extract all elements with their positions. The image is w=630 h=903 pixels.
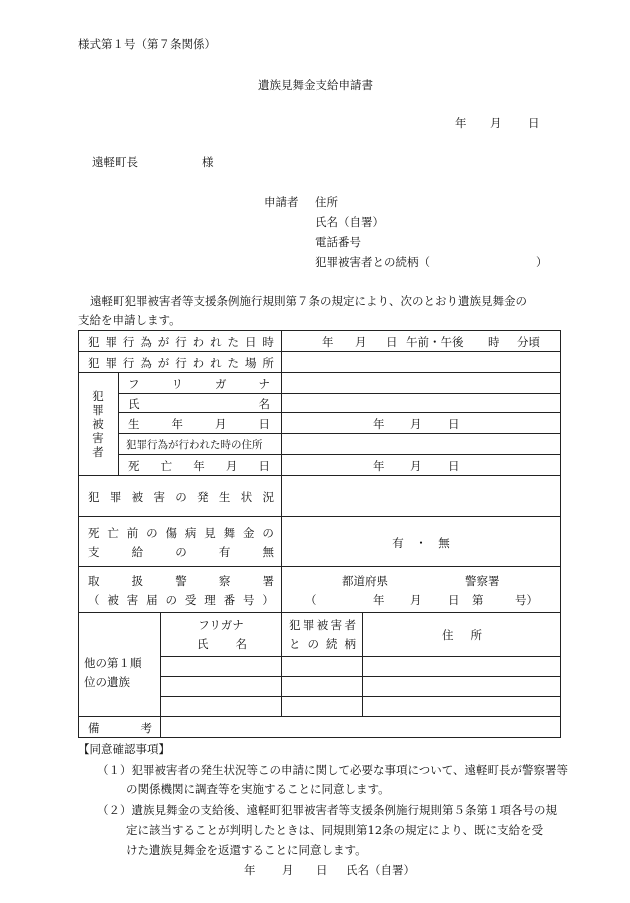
victim-birth-label: 生 年 月 日	[128, 417, 270, 431]
consent-item1-line2: の関係機関に調査等を実施することに同意します。	[126, 782, 390, 796]
sign-month: 月	[282, 863, 294, 877]
crime-place-label: 犯 罪 行 為 が 行 わ れ た 場 所	[88, 356, 274, 370]
sign-year: 年	[244, 863, 256, 877]
intro-line-2: 支給を申請します。	[78, 313, 181, 327]
victim-death-year: 年	[373, 459, 385, 473]
victim-death-day: 日	[448, 459, 460, 473]
date-day-label: 日	[528, 116, 540, 130]
consent-item1-line1: （１）犯罪被害者の発生状況等この申請に関して必要な事項について、遠軽町長が警察署等	[97, 763, 569, 777]
document-title: 遺族見舞金支給申請書	[258, 78, 373, 92]
date-year-label: 年	[455, 116, 467, 130]
remarks-label: 備 考	[88, 721, 152, 735]
police-year: 年	[373, 593, 385, 607]
form-number: 様式第１号（第７条関係）	[78, 37, 216, 51]
crime-datetime-day: 日	[386, 335, 398, 349]
police-month: 月	[410, 593, 422, 607]
police-number-prefix: 第	[472, 593, 484, 607]
police-prefecture: 都道府県	[342, 574, 388, 588]
family-relationship-header-line1: 犯 罪 被 害 者	[289, 618, 356, 632]
damage-report-number-label: （ 被 害 届 の 受 理 番 号 ）	[88, 593, 274, 607]
victim-furigana-label: フ リ ガ ナ	[128, 377, 270, 391]
date-month-label: 月	[490, 116, 502, 130]
crime-datetime-month: 月	[355, 335, 367, 349]
consent-item2-line3: けた遺族見舞金を返還することに同意します。	[126, 843, 367, 857]
family-label-line2: 位の遺族	[84, 675, 130, 689]
addressee-honorific: 様	[202, 155, 214, 169]
addressee-name: 遠軽町長	[92, 155, 138, 169]
consent-item2-line2: 定に該当することが判明したときは、同規則第12条の規定により、既に支給を受	[126, 823, 544, 837]
victim-birth-month: 月	[410, 417, 422, 431]
victim-name-label: 氏 名	[128, 397, 270, 411]
family-name-header: 氏 名	[197, 637, 247, 651]
injury-payment-label-line1: 死 亡 前 の 傷 病 見 舞 金 の	[88, 526, 274, 540]
family-relationship-header-line2: と の 続 柄	[289, 637, 356, 651]
police-number-suffix: 号）	[515, 593, 538, 607]
family-label-line1: 他の第１順	[84, 656, 142, 670]
crime-datetime-minute: 分頃	[517, 335, 540, 349]
police-day: 日	[448, 593, 460, 607]
crime-datetime-year: 年	[322, 335, 334, 349]
injury-payment-label-line2: 支 給 の 有 無	[88, 545, 274, 559]
police-open-paren: （	[305, 593, 317, 607]
applicant-label: 申請者	[264, 195, 299, 209]
family-furigana-header: フリガナ	[198, 618, 244, 632]
sign-day: 日	[316, 863, 328, 877]
consent-heading: 【同意確認事項】	[78, 742, 170, 756]
victim-birth-day: 日	[448, 417, 460, 431]
crime-datetime-ampm: 午前・午後	[406, 335, 464, 349]
victim-death-month: 月	[410, 459, 422, 473]
applicant-relationship-close: ）	[536, 255, 548, 269]
applicant-address-label: 住所	[315, 195, 338, 209]
police-station-suffix: 警察署	[465, 574, 500, 588]
victim-group-label: 犯 罪 被 害 者	[92, 388, 104, 459]
police-station-label: 取 扱 警 察 署	[88, 574, 274, 588]
victim-birth-year: 年	[373, 417, 385, 431]
family-address-header: 住 所	[442, 628, 482, 642]
applicant-relationship-label: 犯罪被害者との続柄（	[315, 255, 430, 269]
consent-item2-line1: （２）遺族見舞金の支給後、遠軽町犯罪被害者等支援条例施行規則第５条第１項各号の規	[97, 803, 557, 817]
applicant-phone-label: 電話番号	[315, 235, 361, 249]
intro-line-1: 遠軽町犯罪被害者等支援条例施行規則第７条の規定により、次のとおり遺族見舞金の	[90, 294, 527, 308]
victim-address-label: 犯罪行為が行われた時の住所	[126, 439, 263, 451]
injury-payment-value: 有 ・ 無	[392, 536, 450, 550]
applicant-name-label: 氏名（自署）	[315, 215, 384, 229]
sign-name-label: 氏名（自署）	[346, 863, 415, 877]
crime-datetime-label: 犯 罪 行 為 が 行 わ れ た 日 時	[88, 335, 274, 349]
crime-datetime-hour: 時	[488, 335, 500, 349]
victim-death-label: 死 亡 年 月 日	[128, 459, 270, 473]
crime-situation-label: 犯 罪 被 害 の 発 生 状 況	[88, 490, 274, 504]
